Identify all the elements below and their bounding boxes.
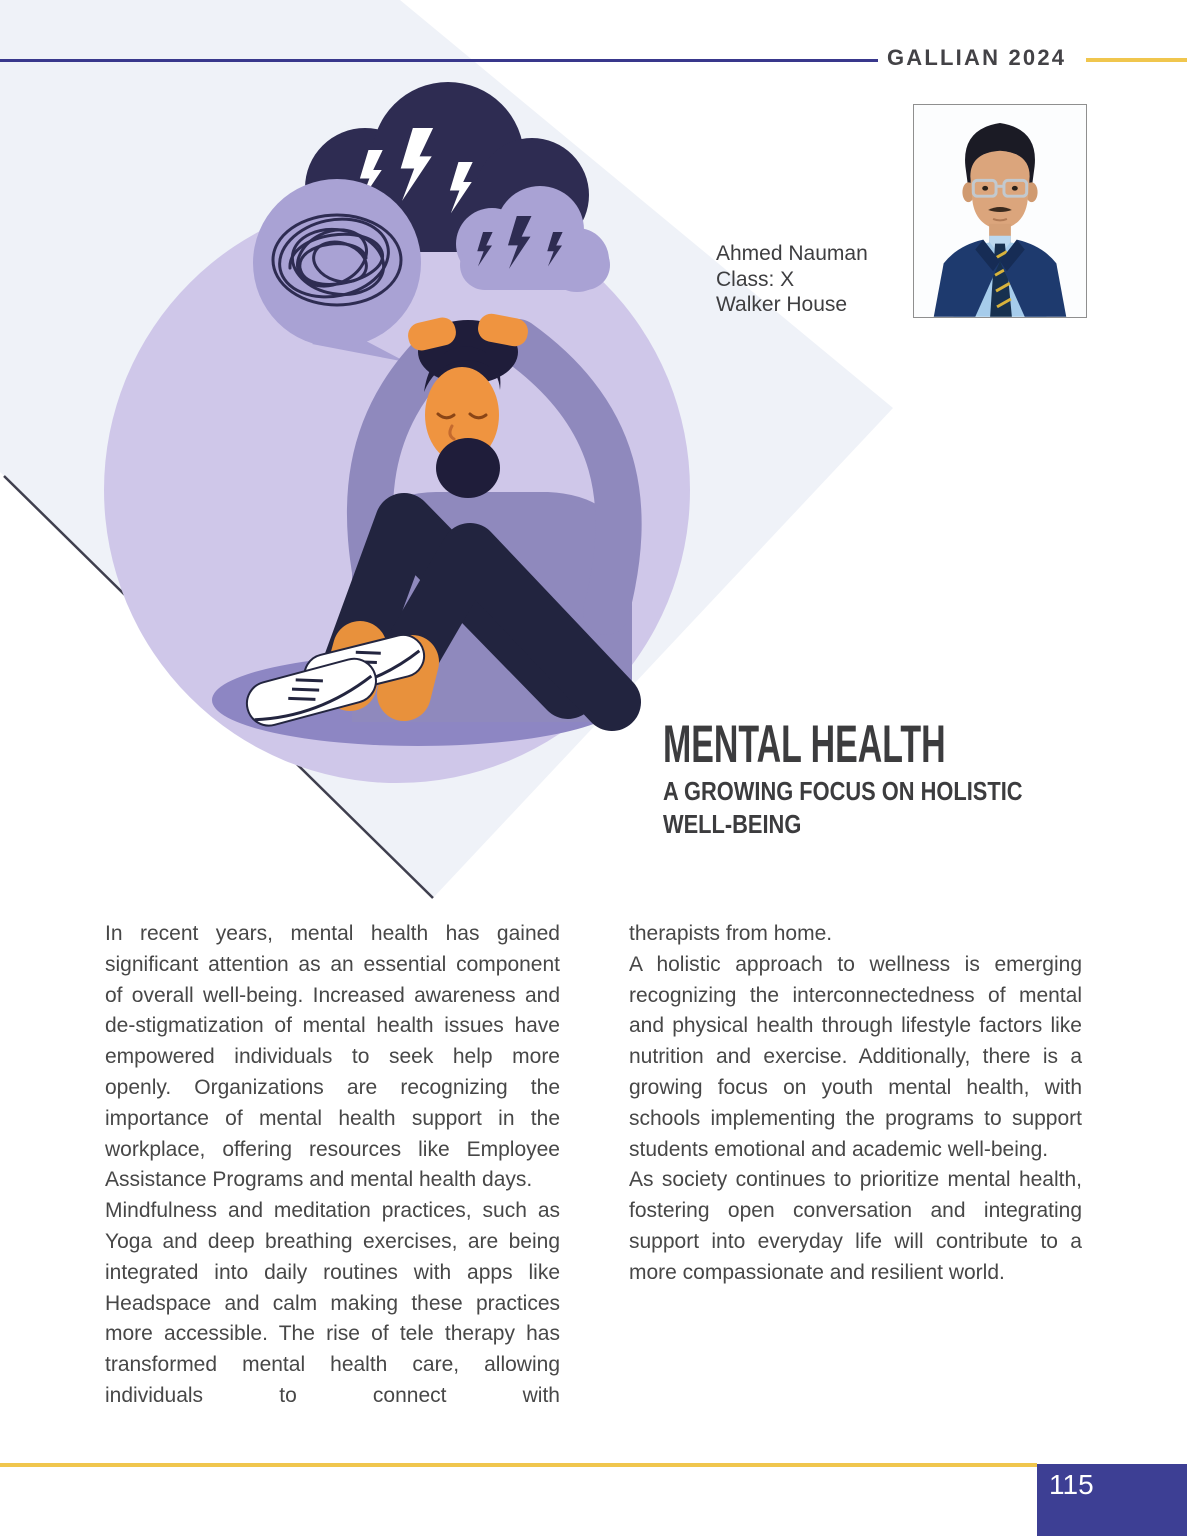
student-name: Ahmed Nauman xyxy=(716,242,868,265)
footer-rule-yellow xyxy=(0,1463,1037,1467)
article-title: MENTAL HEALTH xyxy=(663,715,946,774)
paragraph: therapists from home. xyxy=(629,922,833,945)
paragraph: In recent years, mental health has gained significant attention as an essential component of overall well-being. Increased awareness and de-stigmatization of mental health issues have empowered individuals to seek help more openly. Organizations are recognizing the importance of mental health support in the workplace, offering resources like Employee Assistance Programs and mental health days. xyxy=(105,922,560,1192)
right-column xyxy=(629,919,1082,1289)
magazine-title: GALLIAN 2024 xyxy=(887,45,1067,70)
student-class: Class: X xyxy=(716,267,795,291)
paragraph: A holistic approach to wellness is emerging recognizing the interconnectedness of mental and physical health through lifestyle factors like nutrition and exercise. Additionally, there is a growing focus on youth mental health, with schools implementing the programs to support students emotional and academic well-being. xyxy=(629,952,1082,1161)
left-column xyxy=(105,919,560,1412)
student-photo xyxy=(913,104,1087,318)
article-subtitle: A GROWING FOCUS ON HOLISTIC WELL-BEING xyxy=(663,776,1023,839)
student-house: Walker House xyxy=(716,293,848,316)
student-portrait-image xyxy=(914,105,1086,317)
page-number: 115 xyxy=(1049,1469,1094,1500)
paragraph: As society continues to prioritize mental health, fostering open conversation and integrating support into everyday life will contribute to a more compassionate and resilient world. xyxy=(629,1168,1082,1284)
header-rule-navy xyxy=(0,59,878,62)
page-number-box xyxy=(1037,1464,1187,1536)
paragraph: Mindfulness and meditation practices, such as Yoga and deep breathing exercises, are being integrated into daily routines with apps like Headspace and calm making these practices more accessible. The rise of tele therapy has transformed mental health care, allowing individuals to connect with xyxy=(105,1199,560,1407)
header-rule-yellow xyxy=(1086,58,1187,62)
student-caption xyxy=(716,241,868,318)
